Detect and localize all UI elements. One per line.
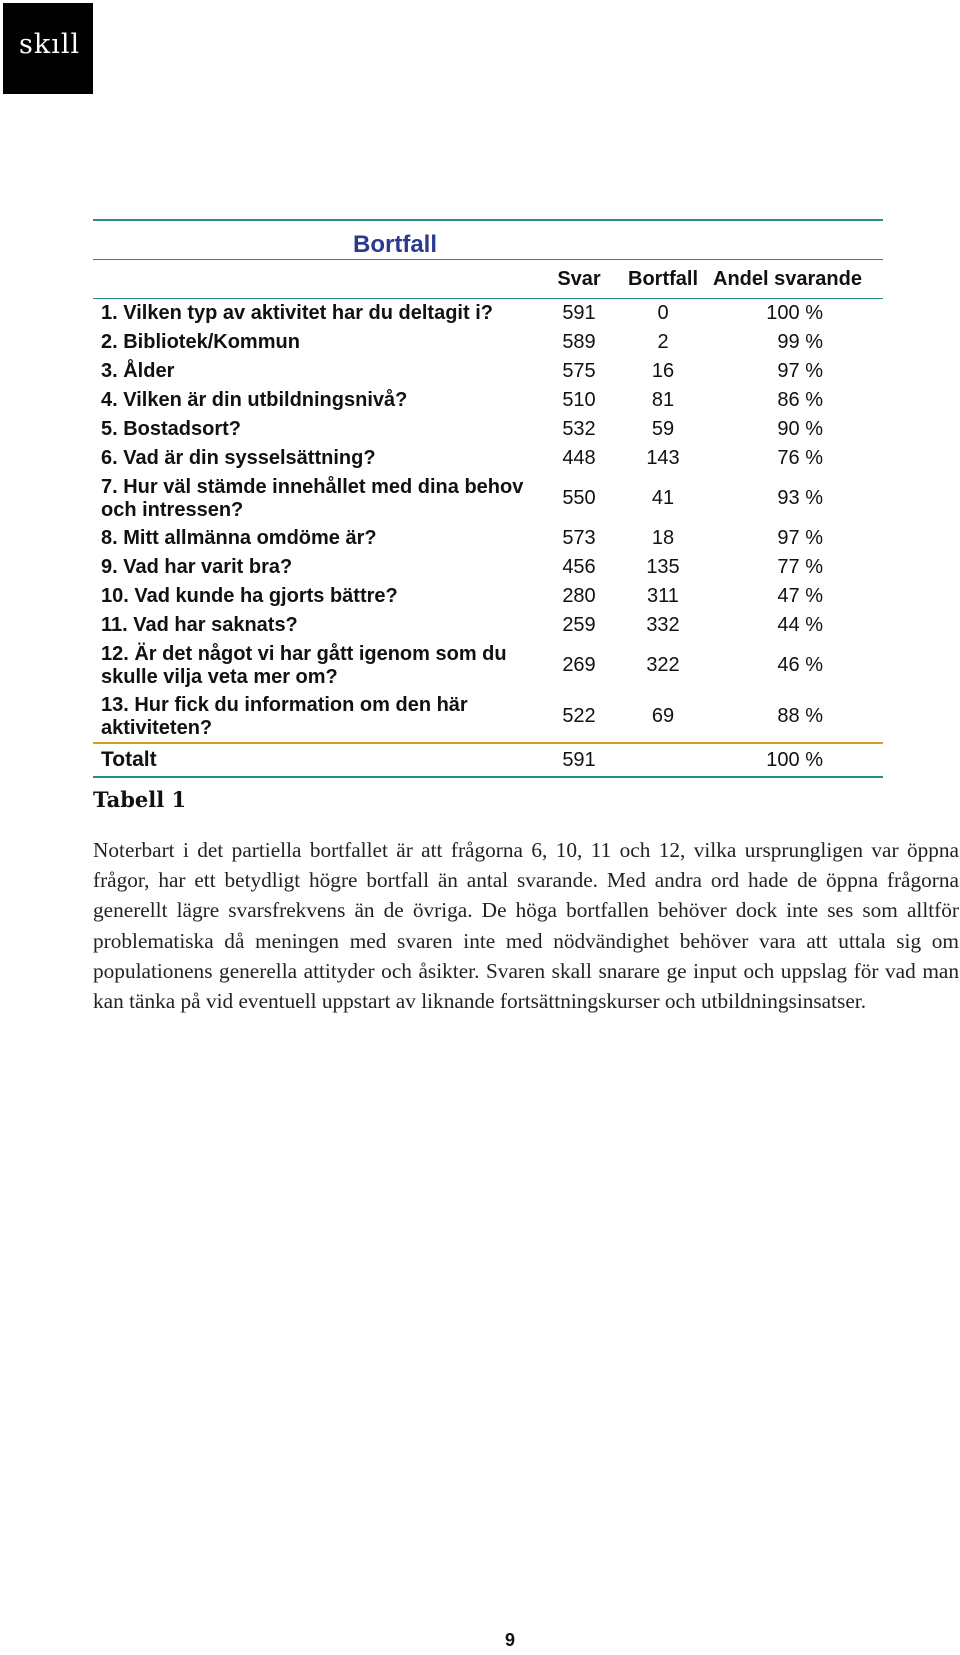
table-row: [93, 299, 883, 329]
table-row: [93, 611, 883, 640]
question-cell: 7. Hur väl stämde innehållet med dina behov och intressen?: [101, 475, 524, 521]
table-row: [93, 473, 883, 524]
andel-cell: 93 %: [777, 487, 823, 509]
svar-cell: 550: [562, 487, 596, 509]
table-row: [93, 691, 883, 743]
svar-cell: 575: [562, 360, 596, 382]
svar-cell: 269: [562, 654, 596, 676]
svar-cell: 573: [562, 527, 596, 549]
table-header-row: [93, 260, 883, 299]
andel-cell: 97 %: [777, 527, 823, 549]
logo-text: skıll: [19, 29, 81, 60]
svar-cell: 591: [562, 302, 596, 324]
andel-cell: 97 %: [777, 360, 823, 382]
body-paragraph: Noterbart i det partiella bortfallet är att frågorna 6, 10, 11 och 12, vilka ursprungligen var öppna frågor, har ett betydligt högre bortfall än antal svarande. Med andra ord hade de öppna frågorna generellt lägre svarsfrekvens än de övriga. De höga bortfallen behöver dock inte ses som alltför problematiska då meningen med svaren inte med nödvändighet behöver vara att uttala sig om populationens generella attityder och åsikter. Svaren skall snarare ge input och uppslag för vad man kan tänka på vid eventuell uppstart av liknande fortsättningskurser och utbildningsinsatser.: [93, 838, 959, 1014]
andel-cell: 44 %: [777, 614, 823, 636]
question-cell: 9. Vad har varit bra?: [101, 556, 293, 578]
svar-cell: 280: [562, 585, 596, 607]
bortfall-cell: 332: [646, 614, 680, 636]
table-caption-row: [93, 220, 883, 260]
andel-cell: 47 %: [777, 585, 823, 607]
svar-cell: 448: [562, 447, 596, 469]
table-row: [93, 415, 883, 444]
skill-logo: [3, 3, 93, 94]
table-row: [93, 357, 883, 386]
question-cell: 5. Bostadsort?: [101, 418, 242, 440]
question-cell: 3. Ålder: [101, 360, 175, 382]
andel-cell: 86 %: [777, 389, 823, 411]
total-svar: 591: [545, 743, 613, 777]
page-number: 9: [504, 1630, 515, 1650]
question-cell: 4. Vilken är din utbildningsnivå?: [101, 389, 408, 411]
table-row: [93, 444, 883, 473]
svar-cell: 522: [562, 705, 596, 727]
table-row: [93, 582, 883, 611]
svar-cell: 456: [562, 556, 596, 578]
header-andel: Andel svarande: [713, 260, 883, 299]
question-cell: 11. Vad har saknats?: [101, 614, 298, 636]
bortfall-cell: 81: [651, 389, 675, 411]
bortfall-cell: 322: [646, 654, 680, 676]
bortfall-table: [93, 219, 883, 778]
bortfall-cell: 18: [651, 527, 675, 549]
svar-cell: 589: [562, 331, 596, 353]
bortfall-cell: 59: [651, 418, 675, 440]
question-cell: 1. Vilken typ av aktivitet har du deltagit i?: [101, 302, 493, 324]
header-svar: Svar: [545, 260, 613, 299]
table-label: Tabell 1: [93, 787, 187, 812]
header-question: [93, 260, 545, 299]
header-bortfall: Bortfall: [613, 260, 713, 299]
total-label: Totalt: [93, 743, 545, 777]
table-row: [93, 553, 883, 582]
bortfall-cell: 0: [657, 302, 669, 324]
andel-cell: 76 %: [777, 447, 823, 469]
svar-cell: 510: [562, 389, 596, 411]
table-total-row: [93, 743, 883, 777]
question-cell: 13. Hur fick du information om den här aktiviteten?: [101, 693, 468, 739]
total-bortfall: [613, 743, 713, 777]
bortfall-cell: 41: [651, 487, 675, 509]
question-cell: 10. Vad kunde ha gjorts bättre?: [101, 585, 398, 607]
table-row: [93, 640, 883, 691]
bortfall-cell: 143: [646, 447, 680, 469]
bortfall-cell: 311: [647, 585, 679, 607]
total-andel: 100 %: [713, 743, 883, 777]
bortfall-cell: 69: [651, 705, 675, 727]
andel-cell: 100 %: [766, 302, 823, 324]
andel-cell: 99 %: [777, 331, 823, 353]
andel-cell: 77 %: [777, 556, 823, 578]
bortfall-table-container: [93, 219, 883, 778]
question-cell: 2. Bibliotek/Kommun: [101, 331, 300, 353]
svar-cell: 259: [562, 614, 596, 636]
table-row: [93, 386, 883, 415]
andel-cell: 90 %: [777, 418, 823, 440]
question-cell: 6. Vad är din sysselsättning?: [101, 447, 376, 469]
question-cell: 8. Mitt allmänna omdöme är?: [101, 527, 377, 549]
bortfall-cell: 135: [646, 556, 680, 578]
bortfall-cell: 2: [657, 331, 669, 353]
table-caption: Bortfall: [353, 231, 437, 258]
andel-cell: 46 %: [777, 654, 823, 676]
svar-cell: 532: [562, 418, 596, 440]
bortfall-cell: 16: [651, 360, 675, 382]
table-row: [93, 328, 883, 357]
andel-cell: 88 %: [777, 705, 823, 727]
table-row: [93, 524, 883, 553]
question-cell: 12. Är det något vi har gått igenom som du skulle vilja veta mer om?: [101, 642, 507, 688]
